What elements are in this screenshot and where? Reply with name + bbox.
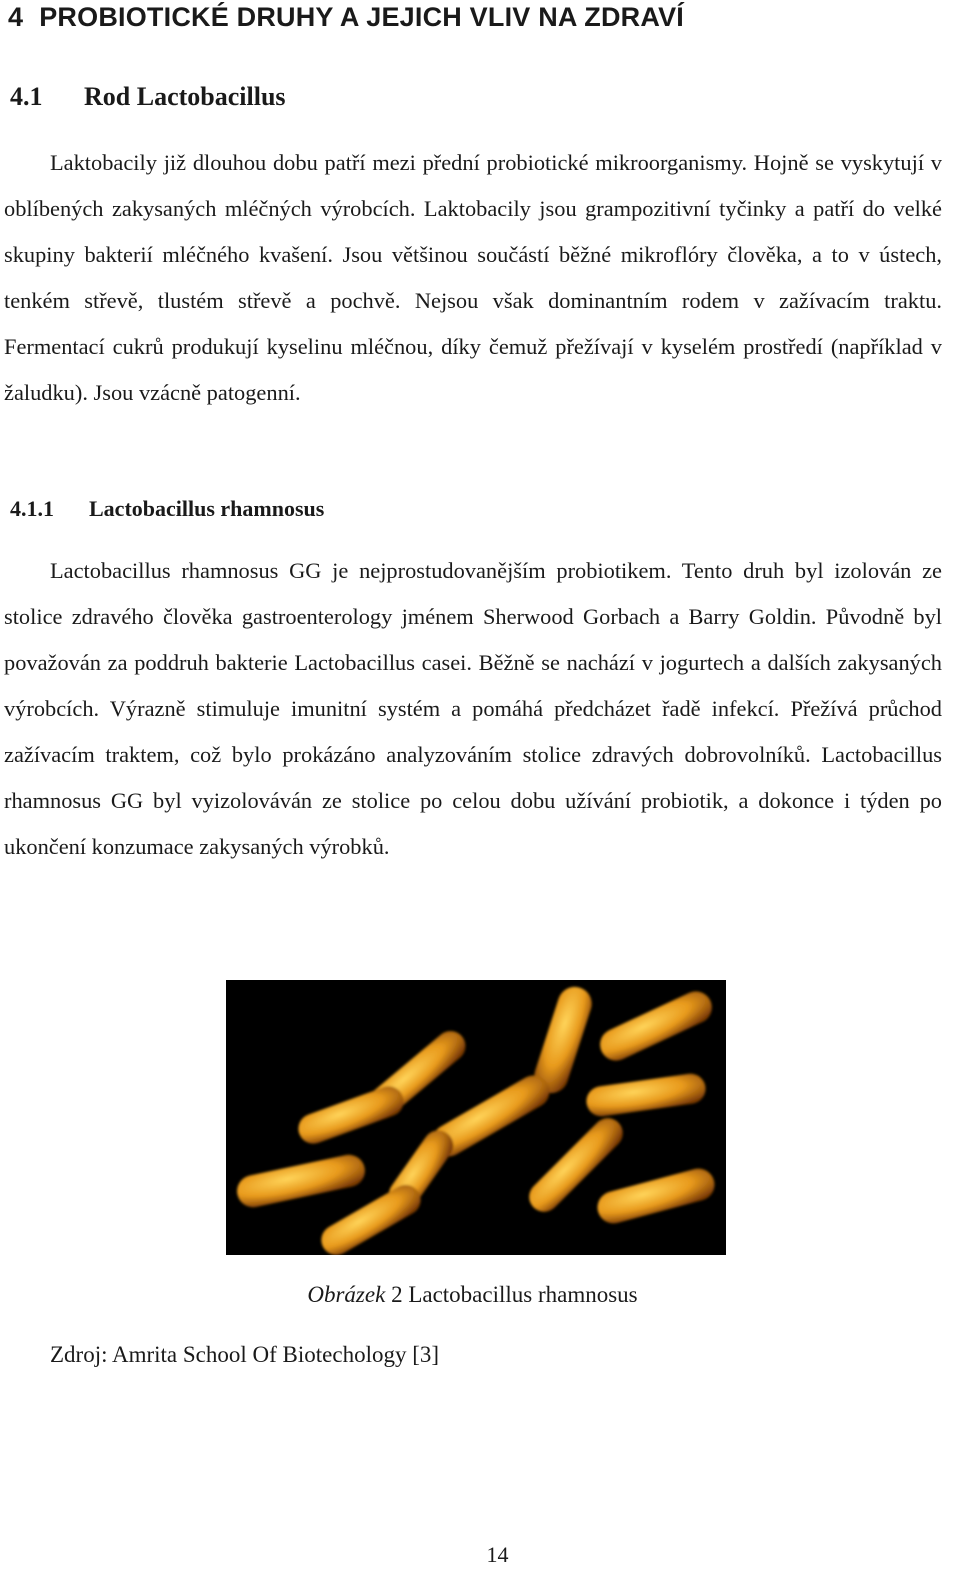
subsection-number: 4.1.1 — [10, 496, 54, 521]
subsection-title: Lactobacillus rhamnosus — [89, 496, 325, 521]
page-number: 14 — [486, 1542, 509, 1567]
subsection-heading — [10, 496, 324, 522]
subsection-paragraph: Lactobacillus rhamnosus GG je nejprostudovanějším probiotikem. Tento druh byl izolován ze stolice zdravého člověka gastroenterology jménem Sherwood Gorbach a Barry Goldin. Původně byl považován za poddruh bakterie Lactobacillus casei. Běžně se nachází v jogurtech a dalších zakysaných výrobcích. Výrazně stimuluje imunitní systém a pomáhá předcházet řadě infekcí. Přežívá průchod zažívacím traktem, což bylo prokázáno analyzováním stolice zdravých dobrovolníků. Lactobacillus rhamnosus GG byl vyizolováván ze stolice po celou dobu užívání probiotik, a dokonce i týden po ukončení konzumace zakysaných výrobků. — [4, 558, 942, 859]
figure-caption — [0, 1282, 945, 1308]
section-number: 4.1 — [10, 82, 43, 111]
caption-text: 2 Lactobacillus rhamnosus — [385, 1282, 638, 1307]
caption-label: Obrázek — [307, 1282, 386, 1307]
section-paragraph: Laktobacily již dlouhou dobu patří mezi přední probiotické mikroorganismy. Hojně se vyskytují v oblíbených zakysaných mléčných výrobcích. Laktobacily jsou grampozitivní tyčinky a patří do velké skupiny bakterií mléčného kvašení. Jsou většinou součástí běžné mikroflóry člověka, a to v ústech, tenkém střevě, tlustém střevě a pochvě. Nejsou však dominantním rodem v zažívacím traktu. Fermentací cukrů produkují kyselinu mléčnou, díky čemuž přežívají v kyselém prostředí (například v žaludku). Jsou vzácně patogenní. — [4, 150, 942, 405]
chapter-heading — [8, 2, 684, 33]
section-title: Rod Lactobacillus — [84, 82, 286, 111]
chapter-title: PROBIOTICKÉ DRUHY A JEJICH VLIV NA ZDRAVÍ — [39, 2, 684, 32]
chapter-number: 4 — [8, 2, 24, 32]
bacteria-illustration — [226, 980, 726, 1255]
figure-source: Zdroj: Amrita School Of Biotechology [3] — [50, 1342, 440, 1367]
section-heading — [10, 82, 286, 112]
bacteria-photo — [226, 980, 726, 1255]
